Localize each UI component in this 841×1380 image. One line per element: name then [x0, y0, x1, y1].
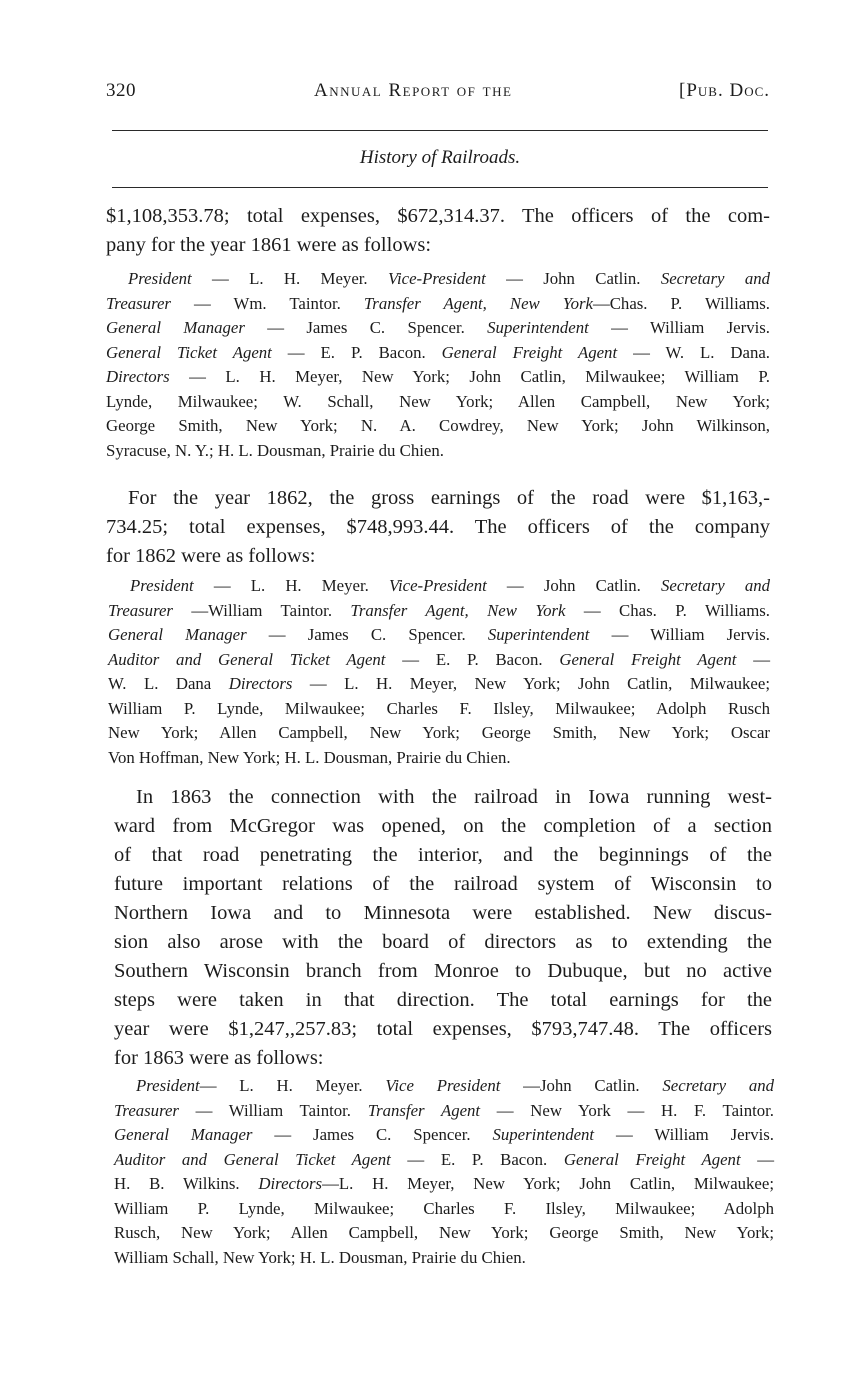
text-line: 734.25; total expenses, $748,993.44. The officers of the company: [106, 516, 770, 538]
officer-name: — L. H. Meyer, New York; John Catlin, Milwaukee;: [292, 674, 770, 693]
officer-line: [106, 292, 770, 317]
text-line: pany for the year 1861 were as follows:: [106, 234, 432, 256]
officer-name: — James C. Spencer.: [244, 318, 488, 337]
officer-name: — L. H. Meyer.: [191, 269, 388, 288]
officer-title: Superintendent: [487, 625, 590, 644]
officer-name: — Chas. P. Williams.: [565, 600, 770, 620]
officer-line: [114, 1123, 774, 1148]
officer-line: [108, 697, 770, 722]
officer-name: William Schall, New York; H. L. Dousman, Prairie du Chien.: [114, 1247, 526, 1267]
officer-name: H. B. Wilkins.: [114, 1174, 259, 1193]
officer-name: Von Hoffman, New York; H. L. Dousman, Prairie du Chien.: [108, 747, 511, 767]
text-line: for 1862 were as follows:: [106, 545, 316, 567]
officer-name: — John Catlin.: [486, 576, 662, 595]
officer-title: General Freight Agent: [559, 649, 737, 669]
officer-title: Auditor and General Ticket Agent: [114, 1149, 391, 1169]
officer-line: [108, 721, 770, 746]
officer-name: —John Catlin.: [500, 1076, 663, 1095]
text-line: Northern Iowa and to Minnesota were established. New discus-: [114, 902, 772, 924]
officer-title: Transfer Agent, New York: [363, 293, 593, 313]
text-line: $1,108,353.78; total expenses, $672,314.37. The officers of the com-: [106, 205, 770, 227]
text-line: for 1863 were as follows:: [114, 1047, 324, 1069]
header-rule-top: [112, 130, 768, 131]
officers-1862-list: [108, 574, 770, 770]
officer-name: —: [736, 649, 771, 669]
officer-name: — E. P. Bacon.: [390, 1149, 564, 1169]
officer-title: Transfer Agent, New York: [350, 600, 566, 620]
officer-name: — John Catlin.: [485, 269, 661, 288]
officer-name: — William Jervis.: [594, 1125, 774, 1144]
officer-line: [114, 1221, 774, 1246]
officer-line: [106, 341, 770, 366]
text-line: year were $1,247,,257.83; total expenses, $793,747.48. The officers: [114, 1018, 772, 1040]
officer-title: Vice President: [385, 1076, 501, 1095]
officer-name: —: [740, 1149, 775, 1169]
officer-title: President: [136, 1076, 200, 1095]
officer-name: —L. H. Meyer, New York; John Catlin, Milwaukee;: [322, 1174, 774, 1193]
text-line: sion also arose with the board of directors as to extending the: [114, 931, 772, 953]
officer-name: — L. H. Meyer, New York; John Catlin, Milwaukee; William P.: [169, 367, 770, 386]
officer-name: — L. H. Meyer.: [199, 1076, 386, 1095]
text-line: steps were taken in that direction. The total earnings for the: [114, 989, 772, 1011]
officer-name: — L. H. Meyer.: [193, 576, 389, 595]
section-title: History of Railroads.: [359, 147, 521, 168]
officer-title: Secretary and: [661, 576, 770, 595]
page-number: 320: [106, 80, 136, 101]
officer-name: George Smith, New York; N. A. Cowdrey, New York; John Wilkinson,: [106, 416, 770, 435]
officer-title: General Manager: [108, 625, 247, 644]
officer-line: [114, 1197, 774, 1222]
officer-line: [106, 390, 770, 415]
officer-name: — William Jervis.: [589, 625, 770, 644]
officer-name: —William Taintor.: [172, 600, 351, 620]
officer-line: [114, 1246, 774, 1271]
officer-line: [108, 648, 770, 673]
officer-title: Directors: [258, 1174, 323, 1193]
officer-title: Vice-President: [388, 576, 487, 595]
officer-line: [114, 1148, 774, 1173]
officer-title: President: [128, 269, 192, 288]
officer-title: Auditor and General Ticket Agent: [108, 649, 386, 669]
officer-line: [114, 1172, 774, 1197]
text-line: ward from McGregor was opened, on the completion of a section: [114, 815, 772, 837]
officer-line: [108, 672, 770, 697]
officer-name: Syracuse, N. Y.; H. L. Dousman, Prairie du Chien.: [106, 440, 444, 460]
officer-title: Superintendent: [492, 1125, 595, 1144]
officer-title: Directors: [106, 367, 170, 386]
officer-line: [106, 267, 770, 292]
officers-1863-list: [114, 1074, 774, 1270]
officer-line: [108, 599, 770, 624]
officer-line: [114, 1099, 774, 1124]
text-line: For the year 1862, the gross earnings of the road were $1,163,-: [128, 487, 770, 509]
paragraph-1861-earnings: [106, 202, 770, 260]
officers-1861-list: [106, 267, 770, 463]
officer-name: — New York — H. F. Taintor.: [480, 1100, 774, 1120]
officer-title: Directors: [228, 674, 293, 693]
officer-line: [114, 1074, 774, 1099]
officer-name: New York; Allen Campbell, New York; George Smith, New York; Oscar: [108, 723, 770, 742]
officer-title: Superintendent: [487, 318, 589, 337]
paragraph-1862-earnings: [106, 484, 770, 571]
officer-name: — William Taintor.: [178, 1100, 368, 1120]
officer-title: Secretary and: [662, 1076, 775, 1095]
officer-title: Treasurer: [108, 600, 173, 620]
text-line: future important relations of the railroad system of Wisconsin to: [114, 873, 772, 895]
document-label: [Pub. Doc.: [679, 80, 770, 101]
officer-name: — Wm. Taintor.: [170, 293, 364, 313]
officer-title: Treasurer: [114, 1100, 179, 1120]
officer-name: —Chas. P. Williams.: [592, 293, 770, 313]
paragraph-1863-history: [114, 783, 772, 1073]
officer-title: General Manager: [106, 318, 245, 337]
officer-title: Treasurer: [106, 293, 171, 313]
officer-title: Secretary and: [660, 269, 770, 288]
officer-title: President: [130, 576, 194, 595]
running-title: Annual Report of the: [314, 80, 513, 101]
officer-title: General Freight Agent: [441, 342, 618, 362]
officer-name: Lynde, Milwaukee; W. Schall, New York; Allen Campbell, New York;: [106, 391, 770, 411]
officer-line: [106, 414, 770, 439]
page-header: [106, 80, 770, 104]
officer-title: General Freight Agent: [563, 1149, 741, 1169]
officer-title: General Ticket Agent: [106, 342, 272, 362]
officer-line: [108, 746, 770, 771]
officer-line: [108, 574, 770, 599]
officer-name: — James C. Spencer.: [252, 1125, 493, 1144]
officer-name: — William Jervis.: [588, 318, 770, 337]
officer-line: [106, 439, 770, 464]
text-line: of that road penetrating the interior, and the beginnings of the: [114, 844, 772, 866]
officer-line: [106, 365, 770, 390]
officer-line: [108, 623, 770, 648]
officer-title: Transfer Agent: [367, 1100, 481, 1120]
officer-name: — James C. Spencer.: [246, 625, 488, 644]
officer-name: Rusch, New York; Allen Campbell, New York; George Smith, New York;: [114, 1223, 774, 1242]
officer-name: — E. P. Bacon.: [385, 649, 560, 669]
officer-title: Vice-President: [387, 269, 486, 288]
officer-title: General Manager: [114, 1125, 253, 1144]
officer-name: W. L. Dana: [108, 674, 229, 693]
text-line: Southern Wisconsin branch from Monroe to Dubuque, but no active: [114, 960, 772, 982]
text-line: In 1863 the connection with the railroad in Iowa running west-: [136, 786, 772, 808]
officer-name: William P. Lynde, Milwaukee; Charles F. Ilsley, Milwaukee; Adolph: [114, 1198, 774, 1218]
officer-name: — E. P. Bacon.: [271, 342, 442, 362]
officer-name: — W. L. Dana.: [617, 342, 771, 362]
officer-line: [106, 316, 770, 341]
header-rule-bottom: [112, 187, 768, 188]
officer-name: William P. Lynde, Milwaukee; Charles F. Ilsley, Milwaukee; Adolph Rusch: [108, 698, 770, 718]
